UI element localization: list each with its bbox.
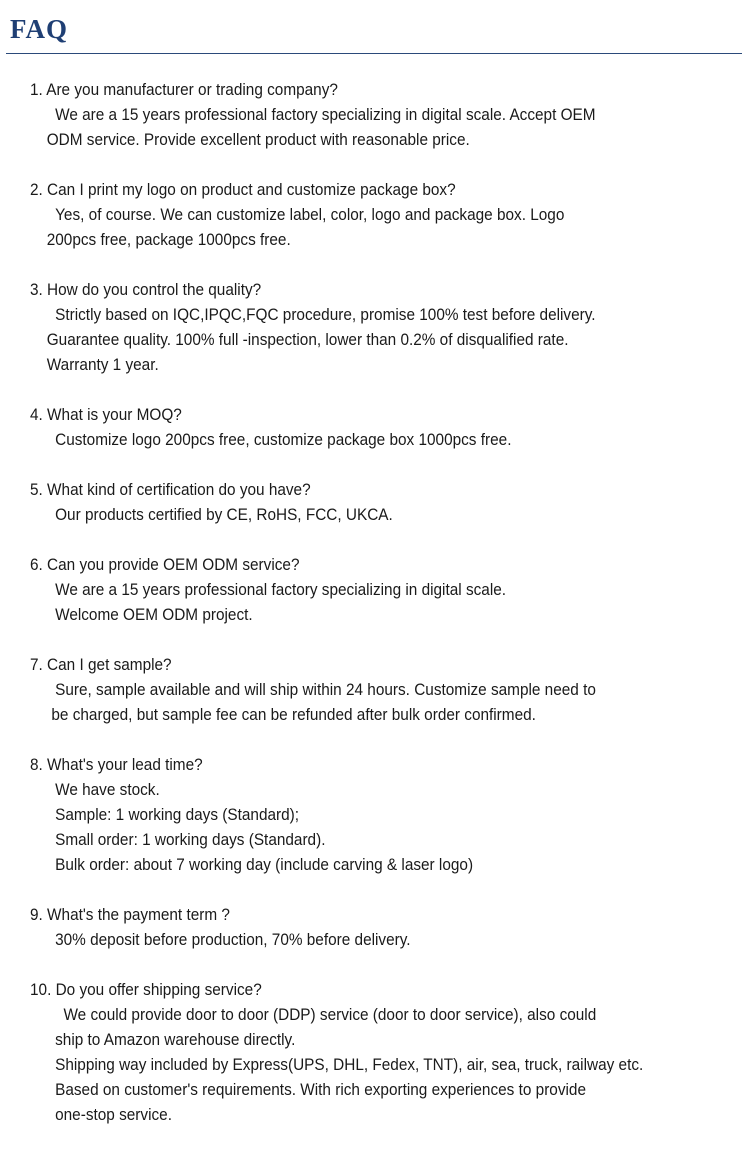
faq-answer-line: Yes, of course. We can customize label, color, logo and package box. Logo: [55, 206, 565, 224]
faq-question: 2. Can I print my logo on product and customize package box?: [30, 181, 456, 199]
faq-question: 4. What is your MOQ?: [30, 406, 182, 424]
faq-question: 3. How do you control the quality?: [30, 281, 262, 299]
faq-question: 10. Do you offer shipping service?: [30, 981, 262, 999]
faq-question: 5. What kind of certification do you have?: [30, 481, 311, 499]
faq-answer-line: We are a 15 years professional factory specializing in digital scale. Accept OEM: [55, 106, 596, 124]
faq-question: 1. Are you manufacturer or trading company?: [30, 81, 338, 99]
faq-item: [30, 478, 746, 528]
faq-question: 8. What's your lead time?: [30, 756, 203, 774]
faq-answer-line: We are a 15 years professional factory specializing in digital scale.: [55, 581, 507, 599]
page-title: FAQ: [10, 14, 68, 44]
faq-answer-line: Welcome OEM ODM project.: [55, 606, 253, 624]
faq-answer-line: Sure, sample available and will ship within 24 hours. Customize sample need to: [55, 681, 596, 699]
faq-answer-line: 30% deposit before production, 70% before delivery.: [55, 931, 411, 949]
faq-answer-line: We have stock.: [55, 781, 160, 799]
faq-answer-line: Based on customer's requirements. With rich exporting experiences to provide: [55, 1081, 586, 1099]
faq-question: 6. Can you provide OEM ODM service?: [30, 556, 300, 574]
faq-item: [30, 278, 746, 378]
faq-answer-line: ship to Amazon warehouse directly.: [55, 1031, 296, 1049]
faq-answer-line: Small order: 1 working days (Standard).: [55, 831, 326, 849]
faq-answer-line: Sample: 1 working days (Standard);: [55, 806, 300, 824]
faq-item: [30, 553, 746, 628]
faq-answer-line: be charged, but sample fee can be refunded after bulk order confirmed.: [51, 706, 536, 724]
faq-answer-line: Customize logo 200pcs free, customize package box 1000pcs free.: [55, 431, 512, 449]
faq-answer-line: Guarantee quality. 100% full -inspection, lower than 0.2% of disqualified rate.: [46, 331, 569, 349]
faq-answer-line: Shipping way included by Express(UPS, DHL, Fedex, TNT), air, sea, truck, railway etc.: [55, 1056, 644, 1074]
faq-item: [30, 78, 746, 153]
faq-item: [30, 903, 746, 953]
faq-list: [30, 78, 746, 1153]
faq-item: [30, 653, 746, 728]
faq-answer-line: 200pcs free, package 1000pcs free.: [46, 231, 291, 249]
faq-answer-line: Bulk order: about 7 working day (include carving & laser logo): [55, 856, 474, 874]
faq-answer-line: We could provide door to door (DDP) service (door to door service), also could: [63, 1006, 597, 1024]
faq-item: [30, 978, 746, 1128]
faq-answer-line: one-stop service.: [55, 1106, 172, 1124]
faq-item: [30, 753, 746, 878]
faq-item: [30, 403, 746, 453]
faq-answer-line: Warranty 1 year.: [46, 356, 159, 374]
faq-answer-line: ODM service. Provide excellent product with reasonable price.: [46, 131, 470, 149]
faq-item: [30, 178, 746, 253]
faq-answer-line: Our products certified by CE, RoHS, FCC, UKCA.: [55, 506, 393, 524]
title-divider: [6, 53, 742, 54]
faq-answer-line: Strictly based on IQC,IPQC,FQC procedure, promise 100% test before delivery.: [55, 306, 596, 324]
faq-question: 7. Can I get sample?: [30, 656, 172, 674]
faq-question: 9. What's the payment term ?: [30, 906, 230, 924]
